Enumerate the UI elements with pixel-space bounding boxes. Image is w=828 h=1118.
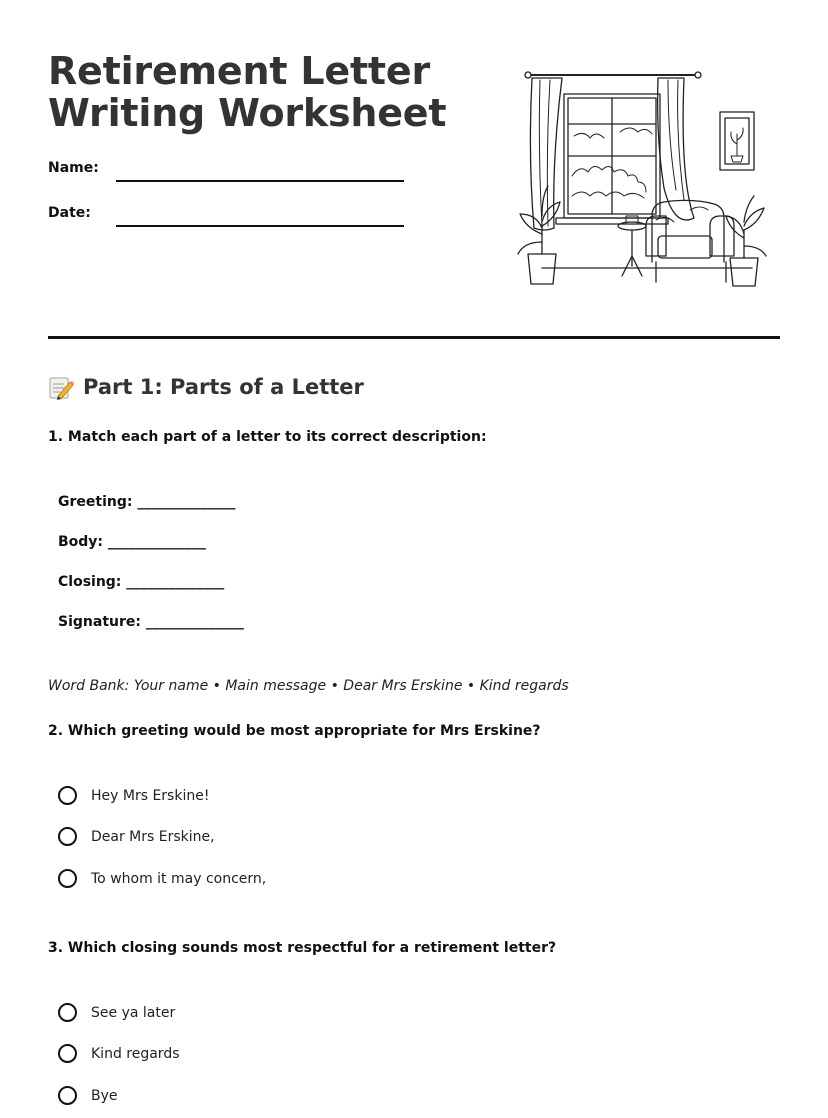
question-1: 1. Match each part of a letter to its correct description:: [48, 429, 487, 445]
question-3: 3. Which closing sounds most respectful for a retirement letter?: [48, 940, 557, 956]
radio-button[interactable]: [58, 1044, 77, 1063]
option-label: See ya later: [91, 1004, 176, 1021]
option-label: Dear Mrs Erskine,: [91, 828, 215, 845]
part1-heading: [48, 374, 364, 400]
date-field[interactable]: [116, 225, 404, 227]
q2-option-1[interactable]: [58, 786, 209, 805]
q3-option-2[interactable]: [58, 1044, 180, 1063]
memo-pencil-icon: [48, 374, 74, 400]
match-item-greeting[interactable]: Greeting: ______________: [58, 494, 236, 510]
section-divider: [48, 336, 780, 339]
q2-option-2[interactable]: [58, 827, 215, 846]
radio-button[interactable]: [58, 1086, 77, 1105]
name-label: Name:: [48, 160, 99, 176]
worksheet-title: [48, 50, 468, 134]
q2-option-3[interactable]: [58, 869, 266, 888]
date-label: Date:: [48, 205, 91, 221]
option-label: Kind regards: [91, 1045, 180, 1062]
match-item-body[interactable]: Body: ______________: [58, 534, 206, 550]
part1-heading-text: Part 1: Parts of a Letter: [83, 375, 364, 399]
match-item-closing[interactable]: Closing: ______________: [58, 574, 225, 590]
q3-option-1[interactable]: [58, 1003, 175, 1022]
title-line-2: Writing Worksheet: [48, 91, 447, 135]
radio-button[interactable]: [58, 786, 77, 805]
name-field[interactable]: [116, 180, 404, 182]
match-item-signature[interactable]: Signature: ______________: [58, 614, 244, 630]
room-window-illustration: [512, 66, 776, 294]
option-label: Hey Mrs Erskine!: [91, 787, 210, 804]
radio-button[interactable]: [58, 827, 77, 846]
q3-option-3[interactable]: [58, 1086, 118, 1105]
option-label: To whom it may concern,: [91, 870, 267, 887]
option-label: Bye: [91, 1087, 118, 1104]
radio-button[interactable]: [58, 869, 77, 888]
title-line-1: Retirement Letter: [48, 49, 430, 93]
word-bank: Word Bank: Your name • Main message • Dear Mrs Erskine • Kind regards: [48, 678, 569, 694]
question-2: 2. Which greeting would be most appropriate for Mrs Erskine?: [48, 723, 541, 739]
radio-button[interactable]: [58, 1003, 77, 1022]
